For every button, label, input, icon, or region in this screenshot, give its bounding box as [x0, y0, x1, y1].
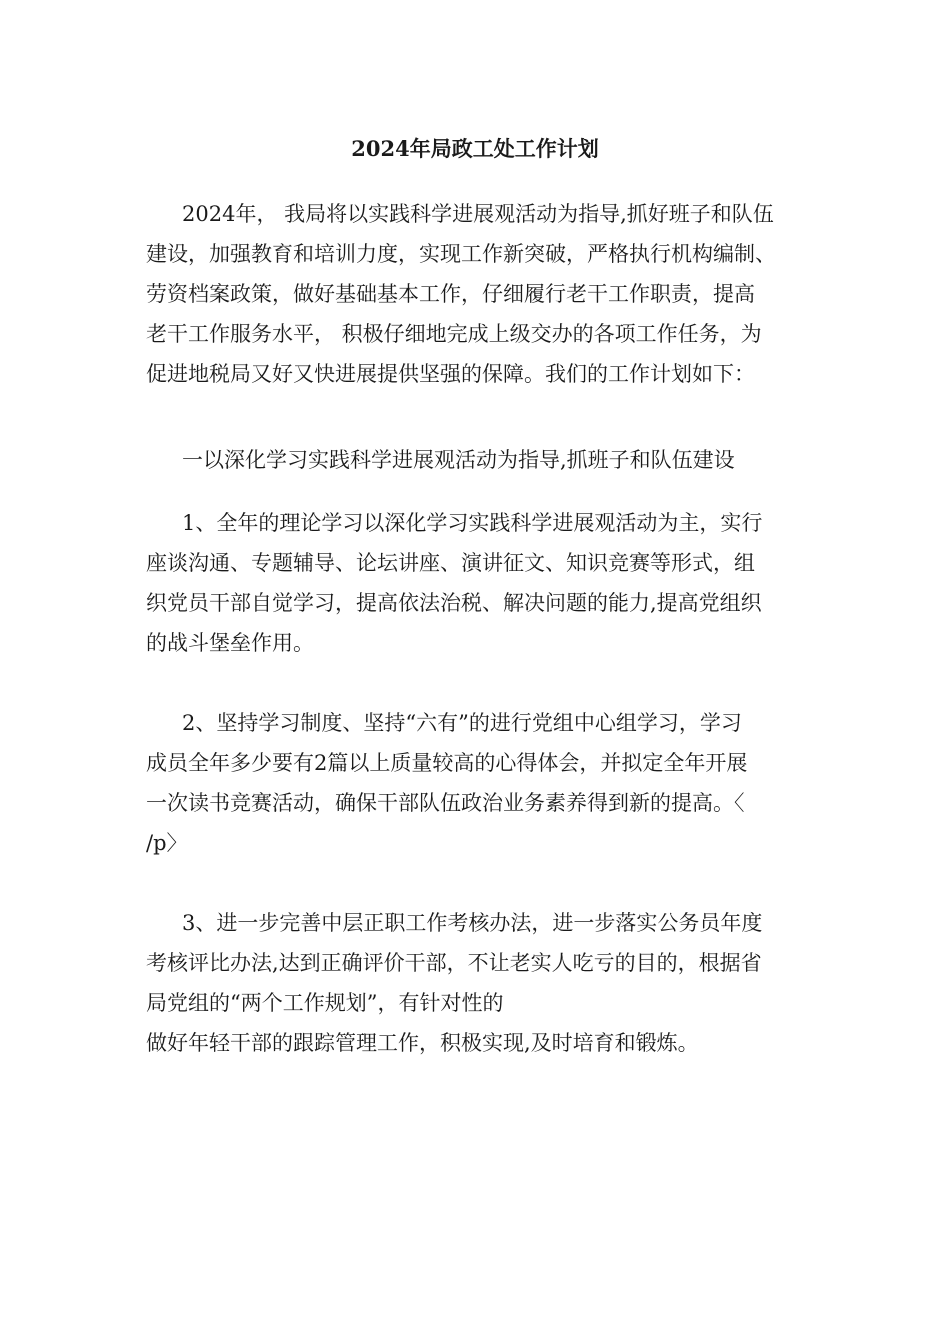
paragraph-line: 2、坚持学习制度、坚持“六有”的进行党组中心组学习，学习	[182, 711, 742, 735]
paragraph-line: 1、全年的理论学习以深化学习实践科学进展观活动为主，实行	[182, 511, 763, 535]
paragraph-item-1	[146, 503, 806, 663]
paragraph-line: 3、进一步完善中层正职工作考核办法，进一步落实公务员年度	[182, 911, 763, 935]
paragraph-line: 考核评比办法,达到正确评价干部，不让老实人吃亏的目的，根据省	[146, 951, 762, 975]
paragraph-item-2	[146, 703, 806, 863]
paragraph-line: 建设，加强教育和培训力度，实现工作新突破，严格执行机构编制、	[146, 242, 776, 266]
paragraph-line: 座谈沟通、专题辅导、论坛讲座、演讲征文、知识竞赛等形式，组	[146, 551, 755, 575]
paragraph-line: 一次读书竞赛活动，确保干部队伍政治业务素养得到新的提高。〈	[146, 791, 745, 815]
paragraph-line: 织党员干部自觉学习，提高依法治税、解决问题的能力,提高党组织	[146, 591, 762, 615]
paragraph-line: 2024年， 我局将以实践科学进展观活动为指导,抓好班子和队伍	[182, 202, 774, 226]
paragraph-line: 做好年轻干部的跟踪管理工作，积极实现,及时培育和锻炼。	[146, 1031, 699, 1055]
paragraph-line: 劳资档案政策，做好基础基本工作，仔细履行老干工作职责，提高	[146, 282, 755, 306]
paragraph-line: 局党组的“两个工作规划”，有针对性的	[146, 991, 504, 1015]
document-title: 2024年局政工处工作计划	[351, 136, 599, 161]
section-heading-1	[146, 440, 806, 480]
paragraph-line: 成员全年多少要有2篇以上质量较高的心得体会，并拟定全年开展	[146, 751, 748, 775]
paragraph-line: 促进地税局又好又快进展提供坚强的保障。我们的工作计划如下：	[146, 362, 755, 386]
paragraph-item-3	[146, 903, 806, 1063]
paragraph-line: /p〉	[146, 831, 188, 855]
paragraph-intro	[146, 194, 806, 394]
paragraph-line: 一以深化学习实践科学进展观活动为指导,抓班子和队伍建设	[182, 448, 735, 472]
paragraph-line: 的战斗堡垒作用。	[146, 631, 314, 655]
paragraph-line: 老干工作服务水平， 积极仔细地完成上级交办的各项工作任务，为	[146, 322, 762, 346]
